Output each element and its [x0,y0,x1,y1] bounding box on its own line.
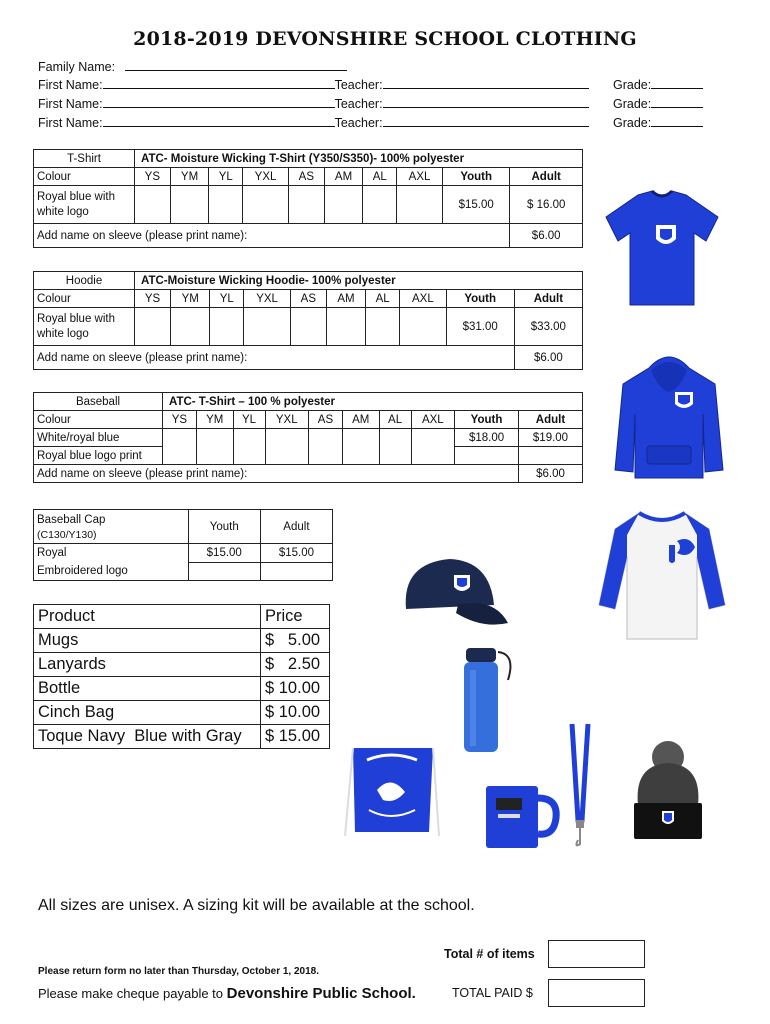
qty-cell[interactable] [233,429,265,465]
bottle-image [458,640,520,755]
youth-price: $18.00 [455,429,519,447]
qty-cell[interactable] [135,308,171,346]
product-name: Cinch Bag [34,701,261,725]
cheque-note [38,985,416,1002]
sizes-note: All sizes are unisex. A sizing kit will be available at the school. [38,897,475,914]
family-name-label: Family Name: [38,60,116,74]
colour-label: Colour [34,168,135,186]
student-row-1 [38,76,718,95]
sleeve-label[interactable]: Add name on sleeve (please print name): [34,224,510,248]
student-row-2 [38,95,718,114]
grade-field[interactable] [651,114,703,127]
qty-cell[interactable] [309,429,343,465]
adult-header: Adult [510,168,583,186]
teacher-field[interactable] [383,95,589,108]
price-header: Price [261,605,330,629]
cheque-payee: Devonshire Public School. [226,985,416,1002]
teacher-label: Teacher: [334,97,383,111]
cinch-bag-image [343,740,441,840]
youth-header: Youth [188,510,260,544]
product-price: $ 5.00 [261,629,330,653]
grade-field[interactable] [651,76,703,89]
adult-header: Adult [519,411,583,429]
size-header: AL [379,411,411,429]
qty-cell[interactable] [366,308,400,346]
qty-cell[interactable] [342,429,379,465]
cheque-note-text: Please make cheque payable to [38,986,227,1001]
adult-header: Adult [260,510,332,544]
size-header: YL [233,411,265,429]
colour-value: Royal blue with white logo [34,186,135,224]
size-header: AXL [400,290,446,308]
size-header: AM [324,168,363,186]
youth-header: Youth [455,411,519,429]
first-name-label: First Name: [38,78,103,92]
size-header: YS [135,290,171,308]
total-items-box[interactable] [548,940,645,968]
colour-value: White/royal blue [34,429,163,447]
size-header: AM [326,290,365,308]
size-header: YXL [244,290,290,308]
teacher-field[interactable] [383,76,589,89]
product-price: $ 10.00 [261,701,330,725]
qty-cell[interactable] [209,186,243,224]
page-title: 2018-2019 DEVONSHIRE SCHOOL CLOTHING [133,28,637,50]
qty-cell[interactable] [400,308,446,346]
qty-cell[interactable] [363,186,397,224]
sleeve-label[interactable]: Add name on sleeve (please print name): [34,465,519,483]
qty-cell[interactable] [324,186,363,224]
qty-cell[interactable] [135,186,171,224]
youth-price: $15.00 [443,186,510,224]
toque-image [626,735,710,845]
size-header: AS [289,168,325,186]
qty-cell[interactable] [196,429,233,465]
qty-cell[interactable] [171,308,210,346]
baseball-shirt-image [597,505,727,645]
mug-image [482,780,562,852]
adult-price: $15.00 [260,544,332,563]
family-name-row [38,58,347,77]
grade-label: Grade: [613,78,652,92]
youth-price: $31.00 [446,308,514,346]
sleeve-label[interactable]: Add name on sleeve (please print name): [34,346,515,370]
qty-cell[interactable] [170,186,209,224]
cap-table [33,509,333,581]
cap-image [398,553,510,631]
qty-cell[interactable] [326,308,365,346]
product-name: Lanyards [34,653,261,677]
size-header: AXL [411,411,455,429]
adult-header: Adult [514,290,582,308]
qty-cell[interactable] [290,308,326,346]
colour-label: Colour [34,411,163,429]
size-header: YM [196,411,233,429]
qty-cell[interactable] [210,308,244,346]
first-name-field[interactable] [103,114,335,127]
product-price: $ 15.00 [261,725,330,749]
cap-code: (C130/Y130) [37,529,97,541]
adult-price: $ 16.00 [510,186,583,224]
tshirt-image [600,185,725,310]
size-header: YS [163,411,197,429]
size-header: YXL [243,168,289,186]
adult-qty[interactable] [260,562,332,581]
product-name: Toque Navy Blue with Gray [34,725,261,749]
baseball-table [33,392,583,483]
grade-label: Grade: [613,97,652,111]
product-name: Bottle [34,677,261,701]
teacher-label: Teacher: [334,116,383,130]
hoodie-label: Hoodie [34,272,135,290]
total-paid-label: TOTAL PAID $ [452,986,533,1000]
qty-cell[interactable] [411,429,455,465]
size-header: YM [171,290,210,308]
grade-label: Grade: [613,116,652,130]
size-header: AL [366,290,400,308]
tshirt-desc: ATC- Moisture Wicking T-Shirt (Y350/S350)- 100% polyester [135,150,583,168]
adult-qty[interactable] [519,447,583,465]
hoodie-image [613,350,725,480]
qty-cell[interactable] [265,429,309,465]
first-name-field[interactable] [103,95,335,108]
qty-cell[interactable] [244,308,290,346]
qty-cell[interactable] [397,186,443,224]
qty-cell[interactable] [243,186,289,224]
adult-price: $33.00 [514,308,582,346]
size-header: YL [209,168,243,186]
baseball-label: Baseball [34,393,163,411]
total-paid-box[interactable] [548,979,645,1007]
teacher-label: Teacher: [334,78,383,92]
cap-label-cell [34,510,189,544]
size-header: AXL [397,168,443,186]
cap-colour: Royal [37,547,67,559]
grade-field[interactable] [651,95,703,108]
sleeve-price: $6.00 [519,465,583,483]
hoodie-table [33,271,583,370]
baseball-desc: ATC- T-Shirt – 100 % polyester [163,393,583,411]
qty-cell[interactable] [289,186,325,224]
product-price: $ 10.00 [261,677,330,701]
colour-value: Royal blue with white logo [34,308,135,346]
product-price-table [33,604,330,749]
size-header: AS [290,290,326,308]
qty-cell[interactable] [379,429,411,465]
size-header: YS [135,168,171,186]
lanyard-image [560,720,600,850]
student-row-3 [38,114,718,133]
product-name: Mugs [34,629,261,653]
tshirt-label: T-Shirt [34,150,135,168]
size-header: AM [342,411,379,429]
youth-qty[interactable] [455,447,519,465]
colour-value: Royal blue logo print [34,447,163,465]
size-header: AS [309,411,343,429]
cap-label: Baseball Cap [37,514,106,526]
return-note: Please return form no later than Thursday, October 1, 2018. [38,966,320,977]
first-name-field[interactable] [103,76,335,89]
youth-price: $15.00 [188,544,260,563]
product-header: Product [34,605,261,629]
size-header: YM [170,168,209,186]
colour-label: Colour [34,290,135,308]
first-name-label: First Name: [38,116,103,130]
youth-header: Youth [443,168,510,186]
adult-price: $19.00 [519,429,583,447]
sleeve-price: $6.00 [514,346,582,370]
youth-header: Youth [446,290,514,308]
cap-logo: Embroidered logo [37,565,128,577]
qty-cell[interactable] [163,429,197,465]
product-price: $ 2.50 [261,653,330,677]
size-header: YXL [265,411,309,429]
cap-colour-cell [34,544,189,581]
first-name-label: First Name: [38,97,103,111]
youth-qty[interactable] [188,562,260,581]
teacher-field[interactable] [383,114,589,127]
total-items-label: Total # of items [444,947,535,961]
size-header: YL [210,290,244,308]
size-header: AL [363,168,397,186]
sleeve-price: $6.00 [510,224,583,248]
hoodie-desc: ATC-Moisture Wicking Hoodie- 100% polyester [135,272,583,290]
family-name-field[interactable] [125,58,347,71]
tshirt-table [33,149,583,248]
